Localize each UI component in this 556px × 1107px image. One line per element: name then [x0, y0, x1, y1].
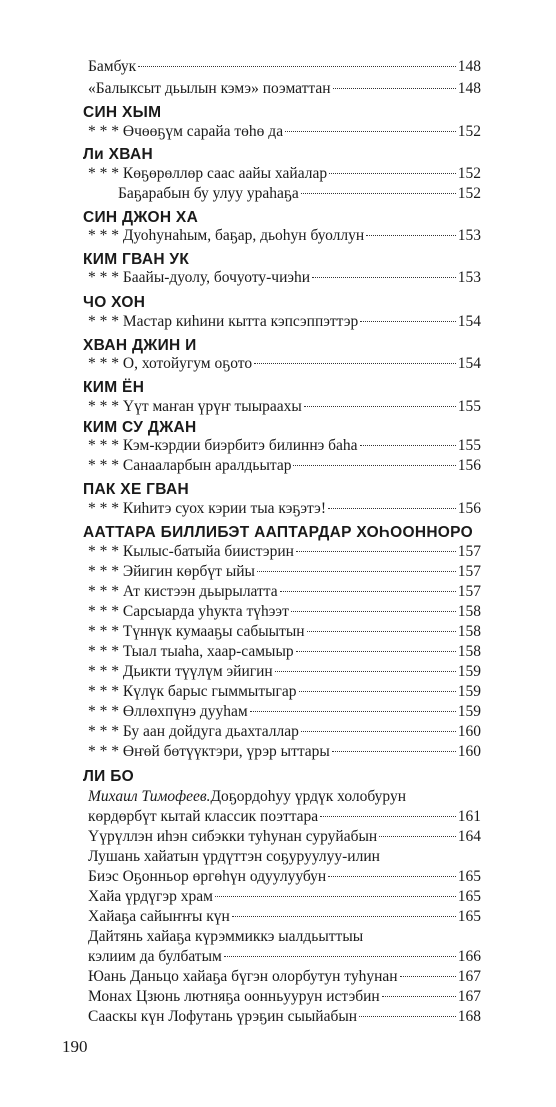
entry-title: * * * Өллөхпүнэ дууһам — [88, 703, 248, 720]
entry-title: Юань Даньцо хайаҕа бүгэн олорбутун туһунан — [88, 968, 398, 985]
toc-entry[interactable] — [88, 906, 481, 928]
toc-entry[interactable] — [88, 56, 481, 78]
dot-leader — [250, 711, 456, 712]
entry-page-number: 155 — [457, 437, 481, 454]
dot-leader — [359, 1016, 456, 1017]
toc-entry[interactable] — [88, 701, 481, 723]
toc-entry[interactable] — [88, 986, 481, 1008]
entry-page-number: 148 — [457, 58, 481, 75]
entry-page-number: 158 — [457, 623, 481, 640]
dot-leader — [215, 896, 456, 897]
dot-leader — [320, 816, 456, 817]
entry-page-number: 159 — [457, 663, 481, 680]
entry-page-number: 152 — [457, 185, 481, 202]
dot-leader — [379, 836, 456, 837]
author-heading: Ли ХВАН — [83, 146, 153, 163]
entry-page-number: 153 — [457, 269, 481, 286]
author-heading: СИН ДЖОН ХА — [83, 209, 199, 226]
dot-leader — [400, 976, 456, 977]
entry-page-number: 159 — [457, 703, 481, 720]
author-heading: КИМ ГВАН УК — [83, 251, 190, 268]
dot-leader — [232, 916, 456, 917]
dot-leader — [296, 551, 456, 552]
dot-leader — [332, 751, 456, 752]
entry-page-number: 160 — [457, 743, 481, 760]
dot-leader — [304, 406, 456, 407]
toc-entry[interactable] — [88, 601, 481, 623]
toc-entry[interactable] — [88, 267, 481, 289]
author-heading: ЛИ БО — [83, 768, 135, 785]
entry-title: Саaскы күн Лофутань үрэҕин сыыйабын — [88, 1008, 358, 1025]
toc-entry[interactable] — [88, 225, 481, 247]
page-number: 190 — [62, 1037, 88, 1056]
toc-line — [88, 786, 481, 808]
toc-entry[interactable] — [88, 581, 481, 603]
dot-leader — [296, 651, 456, 652]
entry-page-number: 165 — [457, 888, 481, 905]
entry-page-number: 164 — [457, 828, 481, 845]
author-heading: ПАК ХЕ ГВАН — [83, 481, 189, 498]
entry-page-number: 165 — [457, 908, 481, 925]
dot-leader — [293, 465, 455, 466]
entry-title: * * * О, хотойугум оҕото — [88, 355, 253, 372]
entry-page-number: 157 — [457, 543, 481, 560]
entry-page-number: 156 — [457, 457, 481, 474]
dot-leader — [366, 235, 456, 236]
entry-page-number: 154 — [457, 355, 481, 372]
toc-entry[interactable] — [88, 641, 481, 663]
toc-entry[interactable] — [88, 455, 481, 477]
entry-page-number: 160 — [457, 723, 481, 740]
entry-page-number: 157 — [457, 583, 481, 600]
toc-entry[interactable] — [88, 353, 481, 375]
toc-entry[interactable] — [88, 661, 481, 683]
dot-leader — [360, 321, 456, 322]
entry-title: * * * Дьикти түүлүм эйигин — [88, 663, 273, 680]
toc-entry[interactable] — [88, 311, 481, 333]
dot-leader — [328, 876, 456, 877]
entry-title: * * * Бу аан дойдуга дьахталлар — [88, 723, 299, 740]
entry-title: көрдөрбүт кытай классик поэттара — [88, 808, 319, 825]
entry-title: * * * Кэм-кэрдии биэрбитэ билиннэ баһа — [88, 437, 358, 454]
entry-title: Биэс Оҕонньор өргөһүн одуулуубун — [88, 868, 327, 885]
entry-title: * * * Баайы-дуолу, бочуоту-чиэһи — [88, 269, 311, 286]
entry-page-number: 166 — [457, 948, 481, 965]
toc-entry[interactable] — [88, 946, 481, 968]
toc-entry[interactable] — [88, 886, 481, 908]
dot-leader — [333, 88, 456, 89]
entry-title: * * * Көҕөрөллөр саас аайы хайалар — [88, 165, 328, 182]
dot-leader — [301, 731, 456, 732]
entry-page-number: 159 — [457, 683, 481, 700]
entry-author-italic: Михаил Тимофеев. — [88, 788, 211, 805]
toc-entry[interactable] — [88, 541, 481, 563]
entry-page-number: 158 — [457, 603, 481, 620]
entry-page-number: 168 — [457, 1008, 481, 1025]
entry-page-number: 148 — [457, 80, 481, 97]
entry-title: Үүрүллэн иһэн сибэкки туһунан суруйабын — [88, 828, 378, 845]
dot-leader — [299, 691, 456, 692]
entry-page-number: 152 — [457, 123, 481, 140]
dot-leader — [254, 363, 456, 364]
toc-entry[interactable] — [88, 498, 481, 520]
toc-entry[interactable] — [88, 721, 481, 743]
toc-entry[interactable] — [88, 396, 481, 418]
entry-title: * * * Сарсыарда уһукта түһээт — [88, 603, 289, 620]
entry-page-number: 152 — [457, 165, 481, 182]
author-heading: ЧО ХОН — [83, 294, 146, 311]
entry-title: * * * Өҥөй бөтүүктэри, үрэр ыттары — [88, 743, 330, 760]
toc-entry[interactable] — [88, 163, 481, 185]
toc-entry[interactable] — [88, 1006, 481, 1028]
dot-leader — [360, 445, 456, 446]
entry-title: Хайаҕа сайыҥҥы күн — [88, 908, 230, 925]
entry-title: * * * Дуоһунаһым, баҕар, дьоһун буоллун — [88, 227, 365, 244]
entry-page-number: 154 — [457, 313, 481, 330]
entry-page-number: 167 — [457, 968, 481, 985]
dot-leader — [224, 956, 456, 957]
toc-entry[interactable] — [88, 78, 481, 100]
toc-entry[interactable] — [88, 621, 481, 643]
entry-title: Баҕарабын бу улуу ураһаҕа — [118, 185, 299, 202]
author-heading: КИМ СУ ДЖАН — [83, 419, 197, 436]
author-heading: ААТТАРА БИЛЛИБЭТ ААПТАРДАР ХОҺООННОРО — [83, 524, 473, 541]
entry-title: Хайа үрдүгэр храм — [88, 888, 213, 905]
entry-title: * * * Күлүк барыс гыммытыгар — [88, 683, 297, 700]
toc-entry[interactable] — [88, 866, 481, 888]
entry-title: * * * Тыал тыаһа, хаар-самыыр — [88, 643, 294, 660]
toc-entry[interactable] — [88, 826, 481, 848]
entry-title: кэлиим да булбатым — [88, 948, 222, 965]
entry-title: * * * Мастар киһини кытта кэпсэппэттэр — [88, 313, 359, 330]
toc-entry[interactable] — [88, 806, 481, 828]
toc-line — [88, 846, 481, 868]
dot-leader — [285, 131, 456, 132]
toc-entry[interactable] — [118, 183, 481, 205]
entry-title: * * * Түннүк кумааҕы сабыытын — [88, 623, 305, 640]
toc-entry[interactable] — [88, 561, 481, 583]
toc-line — [88, 926, 481, 948]
dot-leader — [312, 277, 456, 278]
toc-entry[interactable] — [88, 121, 481, 143]
author-heading: ХВАН ДЖИН И — [83, 337, 197, 354]
entry-title: * * * Үүт маҥан үрүҥ тыыраахы — [88, 398, 302, 415]
entry-title: * * * Эйигин көрбүт ыйы — [88, 563, 255, 580]
entry-page-number: 161 — [457, 808, 481, 825]
dot-leader — [301, 193, 456, 194]
entry-title: «Балыксыт дьылын кэмэ» поэматтан — [88, 80, 331, 97]
entry-title: Монах Цзюнь лютняҕа оонньуурун истэбин — [88, 988, 380, 1005]
entry-title: Доҕордоһуу үрдүк холобурун — [210, 788, 407, 805]
dot-leader — [257, 571, 456, 572]
entry-page-number: 155 — [457, 398, 481, 415]
entry-title: * * * Өчөөҕүм сарайа төһө да — [88, 123, 284, 140]
author-heading: СИН ХЫМ — [83, 104, 162, 121]
dot-leader — [328, 508, 456, 509]
entry-page-number: 165 — [457, 868, 481, 885]
toc-entry[interactable] — [88, 741, 481, 763]
dot-leader — [280, 591, 456, 592]
entry-title: * * * Кылыс-батыйа биистэрин — [88, 543, 294, 560]
dot-leader — [138, 66, 456, 67]
entry-page-number: 153 — [457, 227, 481, 244]
entry-title: * * * Киһитэ суох кэрии тыа кэҕэтэ! — [88, 500, 326, 517]
author-heading: КИМ ЁН — [83, 379, 145, 396]
entry-page-number: 156 — [457, 500, 481, 517]
entry-page-number: 158 — [457, 643, 481, 660]
toc-entry[interactable] — [88, 681, 481, 703]
toc-entry[interactable] — [88, 966, 481, 988]
entry-page-number: 167 — [457, 988, 481, 1005]
dot-leader — [329, 173, 456, 174]
entry-title: Бамбук — [88, 58, 137, 75]
dot-leader — [307, 631, 456, 632]
dot-leader — [382, 996, 456, 997]
entry-title: Лушань хайатын үрдүттэн соҕуруулуу-илин — [88, 848, 380, 865]
entry-title: * * * Ат кистээн дьырылатта — [88, 583, 278, 600]
entry-title: Дайтянь хайаҕа күрэммиккэ ыалдьыттыы — [88, 928, 364, 945]
dot-leader — [291, 611, 456, 612]
toc-entry[interactable] — [88, 435, 481, 457]
dot-leader — [275, 671, 456, 672]
entry-page-number: 157 — [457, 563, 481, 580]
entry-title: * * * Санааларбын аралдьытар — [88, 457, 292, 474]
